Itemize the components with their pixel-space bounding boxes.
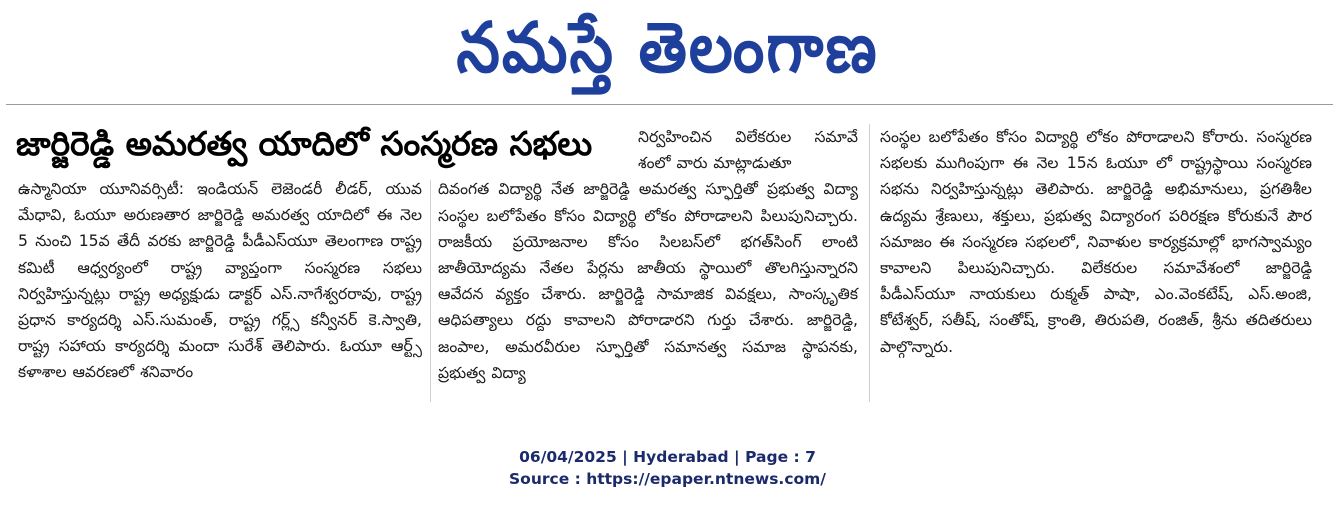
article-column-3	[880, 124, 1312, 360]
article-column-2	[438, 124, 858, 386]
column-2-text: దివంగత విద్యార్థి నేత జార్జిరెడ్డి అమరత్వ స్ఫూర్తితో ప్రభుత్వ విద్యా సంస్థల బలోపేతం కోసం విద్యార్థి లోకం పోరాడాలని పిలుపునిచ్చారు. రాజకీయ ప్రయోజనాల కోసం సిలబస్‌లో భగత్‌సింగ్ లాంటి జాతీయోద్యమ నేతల పేర్లను జాతీయ స్థాయిలో తొలగిస్తున్నారని ఆవేదన వ్యక్తం చేశారు. జార్జిరెడ్డి సామాజిక వివక్షలు, సాంస్కృతిక ఆధిపత్యాలు రద్దు కావాలని పోరాడారని గుర్తు చేశారు. జార్జిరెడ్డి, జంపాల, అమరవీరుల స్ఫూర్తితో సమానత్వ సమాజ స్థాపనకు, ప్రభుత్వ విద్యా	[438, 180, 858, 382]
column-3-text: సంస్థల బలోపేతం కోసం విద్యార్థి లోకం పోరాడాలని కోరారు. సంస్మరణ సభలకు ముగింపుగా ఈ నెల 15న ఓయూ లో రాష్ట్రస్థాయి సంస్మరణ సభను నిర్వహిస్తున్నట్లు తెలిపారు. జార్జిరెడ్డి అభిమానులు, ప్రగతిశీల ఉద్యమ శ్రేణులు, శక్తులు, ప్రభుత్వ విద్యారంగ పరిరక్షణ కోరుకునే పౌర సమాజం ఈ సంస్మరణ సభలలో, నివాళుల కార్యక్రమాల్లో భాగస్వామ్యం కావాలని పిలుపునిచ్చారు. విలేకరుల సమావేశంలో జార్జిరెడ్డి పీడీఎస్‌యూ నాయకులు రుక్మత్ పాషా, ఎం.వెంకటేష్, ఎస్.అంజి, కోటేశ్వర్, సతీష్, సంతోష్, క్రాంతి, తిరుపతి, రంజిత్, శ్రీను తదితరులు పాల్గొన్నారు.	[880, 128, 1312, 356]
column-2-lead: నిర్వహించిన విలేకరుల సమావే శంలో వారు మాట్లాడుతూ	[638, 128, 858, 173]
column-separator	[430, 180, 431, 402]
article-column-1	[18, 176, 422, 386]
source-link[interactable]: Source : https://epaper.ntnews.com/	[509, 470, 826, 488]
edition-info: 06/04/2025 | Hyderabad | Page : 7	[519, 448, 816, 466]
column-separator	[869, 124, 870, 402]
masthead-divider	[6, 104, 1333, 105]
newspaper-masthead: నమస్తే తెలంగాణ	[456, 6, 879, 89]
article-headline: జార్జిరెడ్డి అమరత్వ యాదిలో సంస్మరణ సభలు	[16, 124, 593, 163]
column-1-text: ఉస్మానియా యూనివర్సిటీ: ఇండియన్ లెజెండరీ లీడర్, యువ మేధావి, ఓయూ అరుణతార జార్జిరెడ్డి అమరత్వ యాదిలో ఈ నెల 5 నుంచి 15వ తేదీ వరకు జార్జిరెడ్డి పీడీఎస్‌యూ తెలంగాణ రాష్ట్ర కమిటీ ఆధ్వర్యంలో రాష్ట్ర వ్యాప్తంగా సంస్మరణ సభలు నిర్వహిస్తున్నట్లు రాష్ట్ర అధ్యక్షుడు డాక్టర్ ఎస్.నాగేశ్వరరావు, రాష్ట్ర ప్రధాన కార్యదర్శి ఎస్.సుమంత్, రాష్ట్ర గర్ల్స్ కన్వీనర్ కె.స్వాతి, రాష్ట్ర సహాయ కార్యదర్శి మందా సురేశ్ తెలిపారు. ఓయూ ఆర్ట్స్ కళాశాల ఆవరణలో శనివారం	[18, 180, 422, 382]
